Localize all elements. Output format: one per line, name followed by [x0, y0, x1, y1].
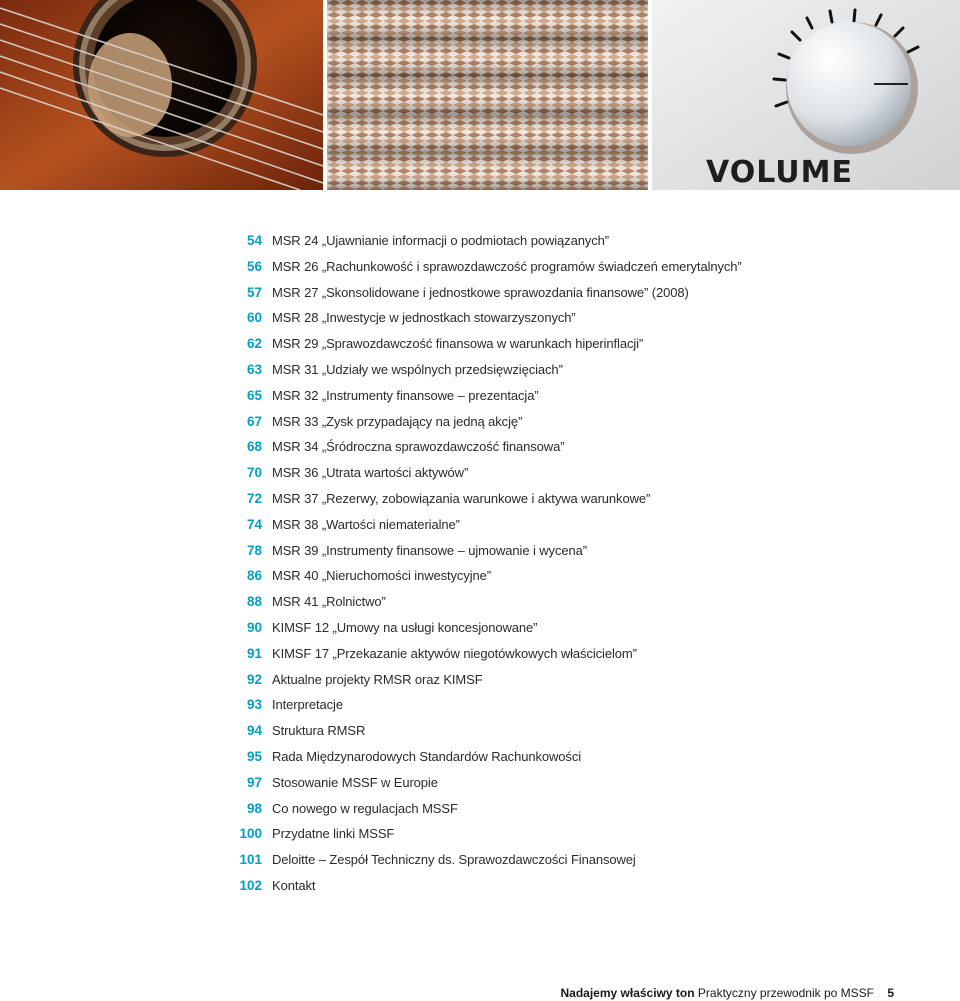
- guitar-photo: [0, 0, 323, 190]
- toc-entry-title: MSR 24 „Ujawnianie informacji o podmiotach powiązanych”: [272, 233, 609, 248]
- toc-entry-title: MSR 41 „Rolnictwo”: [272, 594, 386, 610]
- toc-entry[interactable]: [220, 228, 920, 254]
- toc-page-number: 97: [246, 774, 262, 790]
- toc-entry[interactable]: [220, 796, 920, 822]
- toc-entry[interactable]: [220, 434, 920, 460]
- toc-entry[interactable]: [220, 641, 920, 667]
- toc-entry[interactable]: [220, 770, 920, 796]
- toc-entry[interactable]: [220, 305, 920, 331]
- header-photo-strip: [0, 0, 960, 190]
- toc-entry[interactable]: [220, 331, 920, 357]
- toc-page-number: 56: [246, 258, 262, 274]
- toc-entry[interactable]: [220, 718, 920, 744]
- toc-entry-title: MSR 37 „Rezerwy, zobowiązania warunkowe i aktywa warunkowe”: [272, 490, 651, 506]
- toc-entry[interactable]: [220, 821, 920, 847]
- toc-page-number: 102: [239, 877, 262, 893]
- toc-entry[interactable]: [220, 538, 920, 564]
- toc-entry-title: MSR 38 „Wartości niematerialne”: [272, 516, 460, 532]
- toc-page-number: 60: [246, 310, 262, 326]
- toc-page-number: 101: [239, 852, 262, 868]
- footer-title: Nadajemy właściwy ton: [560, 986, 695, 1000]
- toc-entry[interactable]: [220, 744, 920, 770]
- toc-entry[interactable]: [220, 460, 920, 486]
- toc-page-number: 98: [246, 800, 262, 816]
- footer-subtitle: Praktyczny przewodnik po MSSF: [697, 986, 874, 1000]
- toc-entry[interactable]: [220, 254, 920, 280]
- toc-entry-title: Aktualne projekty RMSR oraz KIMSF: [272, 671, 483, 687]
- toc-entry[interactable]: [220, 357, 920, 383]
- toc-page-number: 88: [246, 594, 262, 610]
- page-number: 5: [887, 986, 894, 1000]
- toc-page-number: 92: [246, 671, 262, 687]
- toc-entry-title: Deloitte – Zespół Techniczny ds. Sprawozdawczości Finansowej: [272, 852, 636, 868]
- toc-page-number: 78: [246, 542, 262, 558]
- toc-entry-title: KIMSF 17 „Przekazanie aktywów niegotówkowych właścicielom”: [272, 645, 637, 661]
- toc-entry-title: MSR 34 „Śródroczna sprawozdawczość finansowa”: [272, 439, 565, 455]
- toc-page-number: 90: [246, 619, 262, 635]
- toc-page-number: 100: [239, 826, 262, 842]
- rope-photo: [327, 0, 648, 190]
- toc-page-number: 93: [246, 697, 262, 713]
- toc-page-number: 54: [246, 233, 262, 248]
- toc-entry-title: Rada Międzynarodowych Standardów Rachunkowości: [272, 748, 582, 764]
- toc-page-number: 67: [246, 413, 262, 429]
- toc-entry-title: Stosowanie MSSF w Europie: [272, 774, 438, 790]
- toc-page-number: 57: [246, 284, 262, 300]
- toc-entry-title: Struktura RMSR: [272, 723, 366, 739]
- toc-entry-title: MSR 40 „Nieruchomości inwestycyjne”: [272, 568, 492, 584]
- table-of-contents: [220, 228, 920, 899]
- toc-page-number: 91: [246, 645, 262, 661]
- toc-page-number: 70: [246, 465, 262, 481]
- toc-entry[interactable]: [220, 615, 920, 641]
- toc-page-number: 72: [246, 490, 262, 506]
- toc-page-number: 74: [246, 516, 262, 532]
- toc-entry[interactable]: [220, 280, 920, 306]
- toc-page-number: 68: [246, 439, 262, 455]
- toc-entry[interactable]: [220, 563, 920, 589]
- toc-entry[interactable]: [220, 873, 920, 899]
- toc-entry-title: MSR 36 „Utrata wartości aktywów”: [272, 465, 469, 481]
- toc-entry-title: KIMSF 12 „Umowy na usługi koncesjonowane”: [272, 619, 538, 635]
- toc-entry[interactable]: [220, 667, 920, 693]
- page-footer: [561, 986, 895, 1000]
- toc-page-number: 62: [246, 336, 262, 352]
- toc-entry[interactable]: [220, 486, 920, 512]
- toc-entry-title: MSR 28 „Inwestycje w jednostkach stowarzyszonych”: [272, 310, 576, 326]
- toc-entry-title: Co nowego w regulacjach MSSF: [272, 800, 458, 816]
- toc-entry-title: MSR 26 „Rachunkowość i sprawozdawczość programów świadczeń emerytalnych”: [272, 258, 742, 274]
- toc-page-number: 94: [246, 723, 262, 739]
- toc-page-number: 86: [246, 568, 262, 584]
- toc-entry-title: Kontakt: [272, 877, 316, 893]
- toc-page-number: 65: [246, 387, 262, 403]
- toc-entry[interactable]: [220, 409, 920, 435]
- toc-entry-title: MSR 33 „Zysk przypadający na jedną akcję”: [272, 413, 523, 429]
- toc-entry-title: MSR 27 „Skonsolidowane i jednostkowe sprawozdania finansowe” (2008): [272, 284, 689, 300]
- toc-entry[interactable]: [220, 512, 920, 538]
- volume-knob-photo: [652, 0, 960, 190]
- toc-entry-title: Interpretacje: [272, 697, 343, 713]
- toc-entry-title: MSR 31 „Udziały we wspólnych przedsięwzięciach”: [272, 361, 563, 377]
- toc-entry[interactable]: [220, 692, 920, 718]
- toc-entry-title: MSR 29 „Sprawozdawczość finansowa w warunkach hiperinflacji”: [272, 336, 644, 352]
- toc-page-number: 95: [246, 748, 262, 764]
- toc-page-number: 63: [246, 361, 262, 377]
- toc-entry[interactable]: [220, 847, 920, 873]
- toc-entry[interactable]: [220, 589, 920, 615]
- toc-entry-title: MSR 39 „Instrumenty finansowe – ujmowanie i wycena”: [272, 542, 587, 558]
- toc-entry-title: MSR 32 „Instrumenty finansowe – prezentacja”: [272, 387, 539, 403]
- volume-label: VOLUME: [706, 155, 853, 190]
- toc-entry-title: Przydatne linki MSSF: [272, 826, 395, 842]
- toc-entry[interactable]: [220, 383, 920, 409]
